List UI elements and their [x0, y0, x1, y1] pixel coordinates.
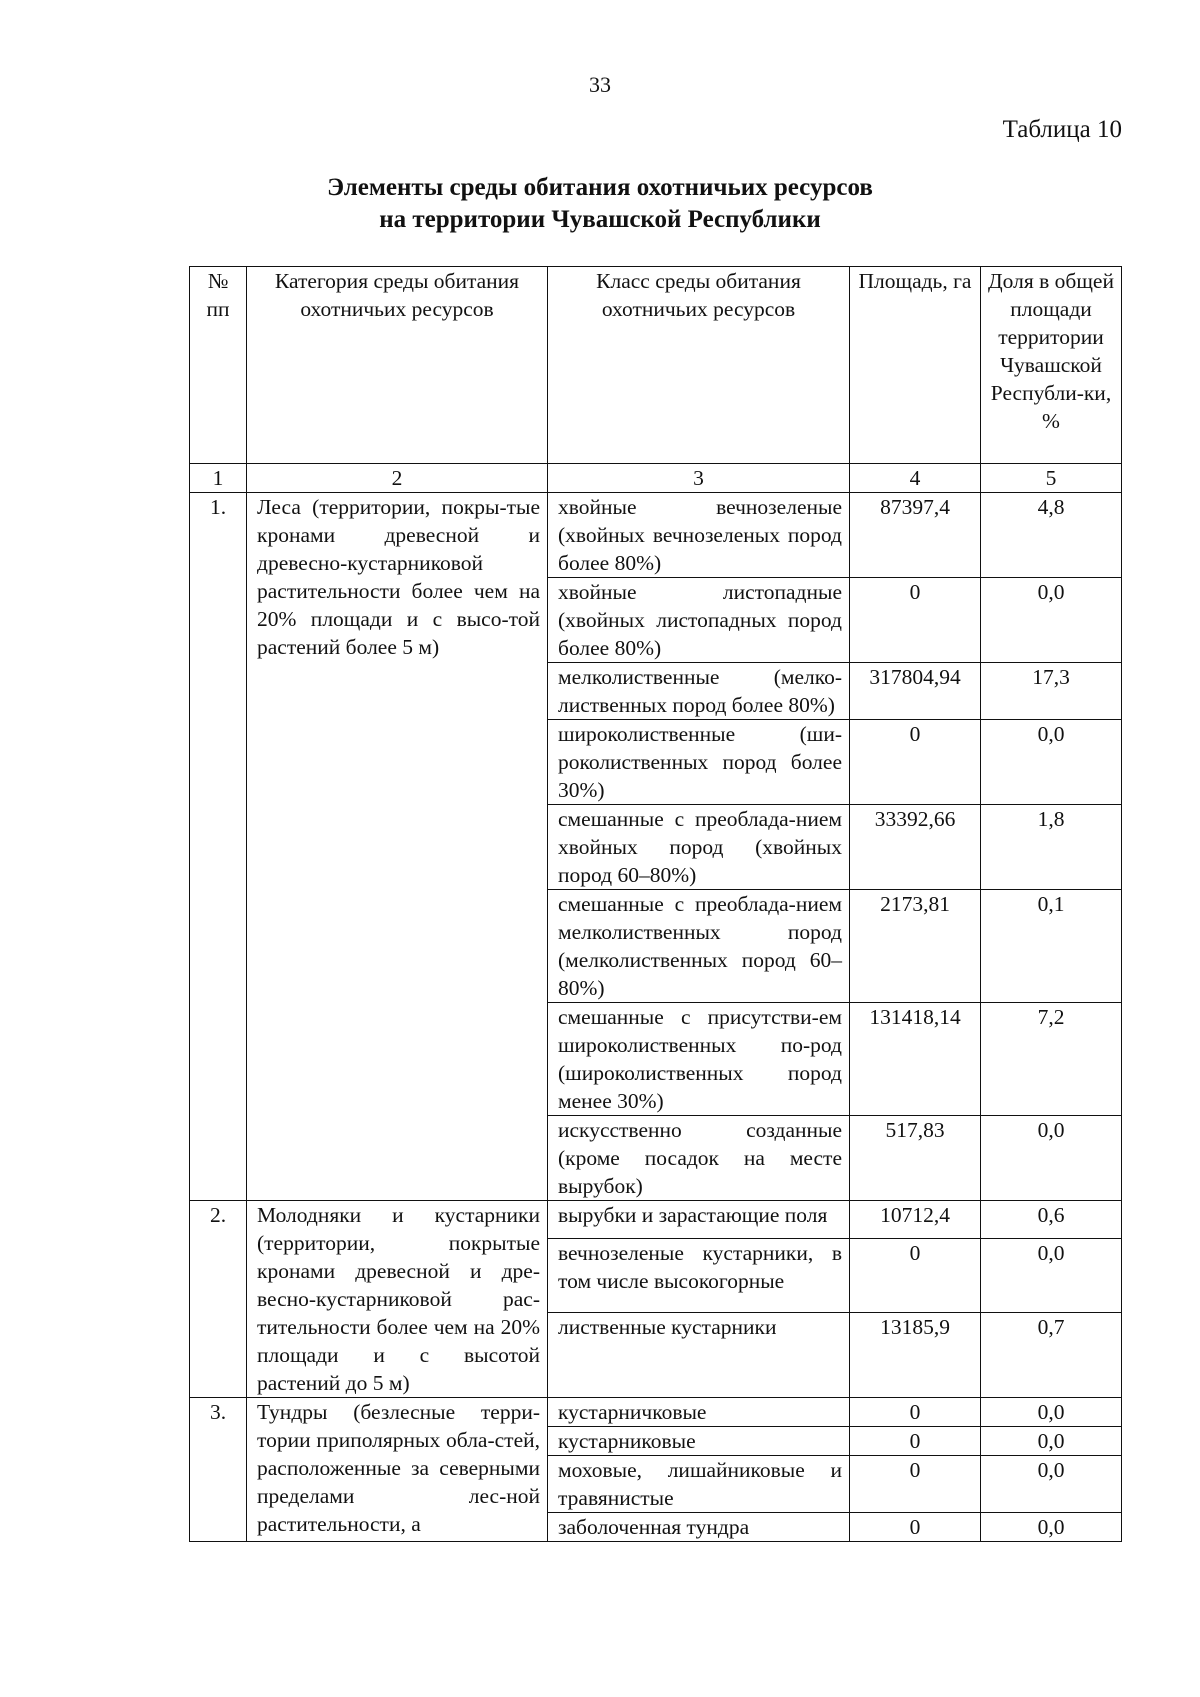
share-value: 0,0: [981, 1116, 1122, 1201]
habitat-class: смешанные с присутстви-ем широколиственных по-род (широколиственных пород менее 30%): [548, 1003, 850, 1116]
area-value: 0: [850, 1513, 981, 1542]
area-value: 0: [850, 720, 981, 805]
header-class: Класс среды обитания охотничьих ресурсов: [548, 267, 850, 464]
group-number: 1.: [190, 493, 247, 1201]
share-value: 4,8: [981, 493, 1122, 578]
table-row: [190, 493, 1122, 578]
area-value: 33392,66: [850, 805, 981, 890]
share-value: 0,0: [981, 1456, 1122, 1513]
share-value: 0,0: [981, 578, 1122, 663]
area-value: 317804,94: [850, 663, 981, 720]
share-value: 0,1: [981, 890, 1122, 1003]
habitat-class: вечнозеленые кустарники, в том числе высокогорные: [548, 1238, 850, 1312]
page-number: 33: [589, 72, 611, 97]
share-value: 1,8: [981, 805, 1122, 890]
habitat-class: хвойные вечнозеленые (хвойных вечнозеленых пород более 80%): [548, 493, 850, 578]
habitat-class: кустарничковые: [548, 1398, 850, 1427]
habitat-class: широколиственные (ши-роколиственных пород более 30%): [548, 720, 850, 805]
share-value: 0,0: [981, 720, 1122, 805]
group-category: Молодняки и кустарники (территории, покрытые кронами древесной и дре-весно-кустарниковой рас-тительности более чем на 20% площади и с высотой растений до 5 м): [247, 1201, 548, 1398]
area-value: 10712,4: [850, 1201, 981, 1239]
table-row: [190, 1398, 1122, 1427]
column-number: 1: [190, 464, 247, 493]
area-value: 131418,14: [850, 1003, 981, 1116]
share-value: 0,7: [981, 1313, 1122, 1398]
habitat-class: вырубки и зарастающие поля: [548, 1201, 850, 1239]
header-number-label: № пп: [206, 269, 230, 321]
share-value: 0,0: [981, 1427, 1122, 1456]
area-value: 517,83: [850, 1116, 981, 1201]
group-number: 3.: [190, 1398, 247, 1542]
header-row: [190, 267, 1122, 464]
area-value: 0: [850, 1427, 981, 1456]
area-value: 13185,9: [850, 1313, 981, 1398]
group-category: Леса (территории, покры-тые кронами древесной и древесно-кустарниковой растительности более чем на 20% площади и с высо-той растений более 5 м): [247, 493, 548, 1201]
header-category: Категория среды обитания охотничьих ресурсов: [247, 267, 548, 464]
column-number: 5: [981, 464, 1122, 493]
habitat-class: смешанные с преоблада-нием хвойных пород (хвойных пород 60–80%): [548, 805, 850, 890]
habitat-class: заболоченная тундра: [548, 1513, 850, 1542]
habitat-class: смешанные с преоблада-нием мелколиственных пород (мелколиственных пород 60–80%): [548, 890, 850, 1003]
share-value: 0,6: [981, 1201, 1122, 1239]
area-value: 0: [850, 1398, 981, 1427]
column-number-row: [190, 464, 1122, 493]
group-category: Тундры (безлесные терри-тории приполярных обла-стей, расположенные за северными пределами лес-ной растительности, а: [247, 1398, 548, 1542]
habitat-class: хвойные листопадные (хвойных листопадных пород более 80%): [548, 578, 850, 663]
habitat-class: мелколиственные (мелко-лиственных пород более 80%): [548, 663, 850, 720]
share-value: 0,0: [981, 1513, 1122, 1542]
share-value: 7,2: [981, 1003, 1122, 1116]
habitat-class: кустарниковые: [548, 1427, 850, 1456]
area-value: 87397,4: [850, 493, 981, 578]
column-number: 3: [548, 464, 850, 493]
area-value: 0: [850, 578, 981, 663]
document-title: [0, 172, 1200, 236]
area-value: 0: [850, 1238, 981, 1312]
habitat-class: лиственные кустарники: [548, 1313, 850, 1398]
share-value: 0,0: [981, 1238, 1122, 1312]
habitat-class: моховые, лишайниковые и травянистые: [548, 1456, 850, 1513]
share-value: 0,0: [981, 1398, 1122, 1427]
header-area: Площадь, га: [850, 267, 981, 464]
table-row: [190, 1201, 1122, 1239]
column-number: 2: [247, 464, 548, 493]
table-label: Таблица 10: [1002, 116, 1122, 143]
title-line-2: на территории Чувашской Республики: [379, 206, 821, 233]
share-value: 17,3: [981, 663, 1122, 720]
column-number: 4: [850, 464, 981, 493]
header-number: [190, 267, 247, 464]
title-line-1: Элементы среды обитания охотничьих ресурсов: [327, 174, 873, 201]
habitat-table: [189, 266, 1122, 1542]
group-number: 2.: [190, 1201, 247, 1398]
header-share: Доля в общей площади территории Чувашской Республи-ки, %: [981, 267, 1122, 464]
habitat-class: искусственно созданные (кроме посадок на месте вырубок): [548, 1116, 850, 1201]
area-value: 2173,81: [850, 890, 981, 1003]
area-value: 0: [850, 1456, 981, 1513]
